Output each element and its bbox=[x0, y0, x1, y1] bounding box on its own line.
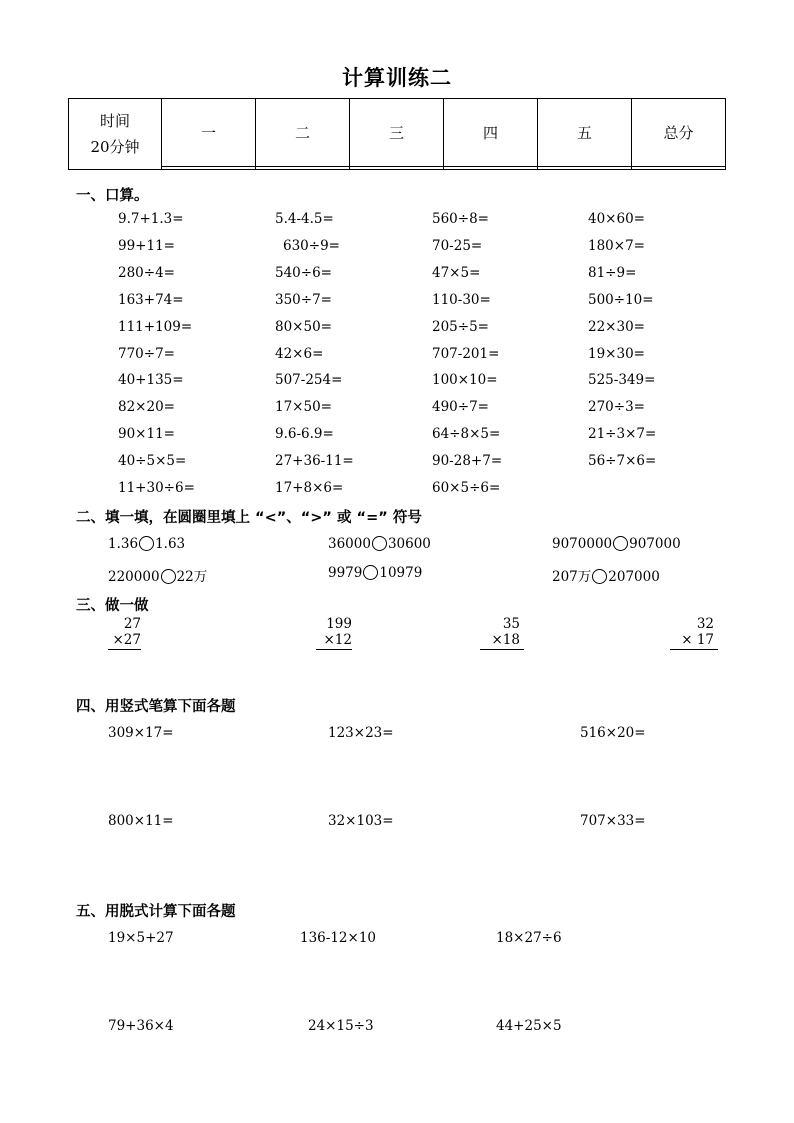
score-cell-5[interactable] bbox=[538, 166, 632, 169]
multiplier: ×12 bbox=[316, 632, 352, 650]
time-value: 20分钟 bbox=[90, 138, 140, 156]
oral-item: 270÷3= bbox=[588, 399, 645, 416]
score-table bbox=[68, 98, 726, 170]
section-2-heading: 二、填一填，在圆圈里填上 “<”、“>” 或 “=” 符号 bbox=[76, 510, 422, 526]
oral-item: 60×5÷6= bbox=[432, 480, 501, 496]
oral-item: 82×20= bbox=[118, 399, 175, 416]
compare-item bbox=[552, 536, 681, 552]
multiplicand: 32 bbox=[696, 616, 714, 632]
compare-item bbox=[552, 565, 660, 585]
oral-item: 17×50= bbox=[275, 399, 332, 416]
answer-circle[interactable] bbox=[139, 536, 154, 551]
oral-item: 17+8×6= bbox=[275, 480, 344, 496]
oral-item: 163+74= bbox=[118, 291, 184, 308]
answer-circle[interactable] bbox=[372, 536, 387, 551]
score-header-3: 三 bbox=[350, 99, 444, 167]
oral-item: 42×6= bbox=[275, 345, 324, 362]
oral-item: 56÷7×6= bbox=[588, 453, 657, 470]
stepwise-calc-item: 79+36×4 bbox=[108, 1018, 174, 1034]
vertical-problem bbox=[316, 616, 352, 650]
score-header-1: 一 bbox=[162, 99, 256, 167]
compare-left: 1.36 bbox=[108, 536, 139, 552]
oral-item: 350÷7= bbox=[275, 291, 332, 308]
compare-item bbox=[328, 565, 422, 581]
section-1-heading: 一、口算。 bbox=[76, 188, 149, 204]
answer-circle[interactable] bbox=[592, 569, 607, 584]
stepwise-calc-item: 24×15÷3 bbox=[308, 1018, 374, 1034]
stepwise-calc-item: 136-12×10 bbox=[300, 930, 376, 946]
compare-item bbox=[108, 536, 185, 552]
compare-right: 907000 bbox=[629, 536, 681, 552]
multiplier: ×18 bbox=[480, 632, 524, 650]
vertical-problem bbox=[480, 616, 524, 650]
page-title: 计算训练二 bbox=[342, 66, 452, 90]
oral-item: 280÷4= bbox=[118, 264, 175, 281]
compare-left: 9979 bbox=[328, 565, 363, 581]
compare-right: 30600 bbox=[387, 536, 431, 552]
vertical-problem bbox=[108, 616, 141, 650]
stepwise-calc-item: 44+25×5 bbox=[496, 1018, 562, 1034]
multiplier: ×27 bbox=[108, 632, 141, 650]
multiplier: × 17 bbox=[670, 632, 718, 650]
score-cell-4[interactable] bbox=[444, 166, 538, 169]
vertical-problem bbox=[670, 616, 718, 650]
oral-item: 11+30÷6= bbox=[118, 480, 195, 496]
oral-item: 560÷8= bbox=[432, 211, 489, 227]
oral-item: 99+11= bbox=[118, 237, 175, 254]
score-cell-1[interactable] bbox=[162, 166, 256, 169]
compare-left: 207万 bbox=[552, 569, 592, 585]
compare-left: 9070000 bbox=[552, 536, 613, 552]
oral-item: 27+36-11= bbox=[275, 453, 354, 470]
multiplicand: 35 bbox=[502, 616, 520, 632]
oral-item: 81÷9= bbox=[588, 264, 637, 281]
oral-item: 40÷5×5= bbox=[118, 453, 187, 470]
oral-item: 205÷5= bbox=[432, 318, 489, 335]
oral-item: 80×50= bbox=[275, 318, 332, 335]
oral-item: 525-349= bbox=[588, 372, 656, 389]
oral-item: 770÷7= bbox=[118, 345, 175, 362]
vertical-calc-item: 32×103= bbox=[328, 813, 394, 829]
oral-item: 70-25= bbox=[432, 237, 483, 254]
score-header-5: 五 bbox=[538, 99, 632, 167]
score-cell-total[interactable] bbox=[632, 166, 726, 169]
stepwise-calc-item: 19×5+27 bbox=[108, 930, 174, 946]
score-cell-2[interactable] bbox=[256, 166, 350, 169]
vertical-calc-item: 707×33= bbox=[580, 813, 646, 829]
score-header-2: 二 bbox=[256, 99, 350, 167]
oral-item: 9.7+1.3= bbox=[118, 211, 184, 227]
oral-item: 47×5= bbox=[432, 264, 481, 281]
section-5-heading: 五、用脱式计算下面各题 bbox=[76, 904, 236, 920]
vertical-calc-item: 309×17= bbox=[108, 725, 174, 741]
oral-item: 490÷7= bbox=[432, 399, 489, 416]
oral-item: 9.6-6.9= bbox=[275, 426, 334, 443]
score-header-total: 总分 bbox=[632, 99, 726, 167]
compare-left: 36000 bbox=[328, 536, 371, 552]
oral-item: 90×11= bbox=[118, 426, 175, 443]
oral-item: 630÷9= bbox=[283, 237, 340, 254]
oral-item: 19×30= bbox=[588, 345, 645, 362]
oral-item: 507-254= bbox=[275, 372, 343, 389]
oral-item: 540÷6= bbox=[275, 264, 332, 281]
oral-item: 40×60= bbox=[588, 211, 645, 227]
time-cell bbox=[69, 99, 162, 170]
compare-item bbox=[108, 565, 207, 585]
oral-item: 64÷8×5= bbox=[432, 426, 501, 443]
oral-item: 100×10= bbox=[432, 372, 498, 389]
multiplicand: 199 bbox=[326, 616, 352, 632]
oral-item: 40+135= bbox=[118, 372, 184, 389]
oral-item: 500÷10= bbox=[588, 291, 654, 308]
compare-right: 22万 bbox=[176, 569, 208, 585]
oral-item: 5.4-4.5= bbox=[275, 211, 334, 227]
oral-item: 90-28+7= bbox=[432, 453, 503, 470]
section-4-heading: 四、用竖式笔算下面各题 bbox=[76, 699, 236, 715]
oral-item: 180×7= bbox=[588, 237, 645, 254]
vertical-calc-item: 123×23= bbox=[328, 725, 394, 741]
answer-circle[interactable] bbox=[613, 536, 628, 551]
compare-right: 207000 bbox=[608, 569, 660, 585]
answer-circle[interactable] bbox=[161, 569, 176, 584]
multiplicand: 27 bbox=[123, 616, 141, 632]
compare-item bbox=[328, 536, 431, 552]
compare-right: 1.63 bbox=[155, 536, 186, 552]
oral-item: 22×30= bbox=[588, 318, 645, 335]
oral-item: 110-30= bbox=[432, 291, 491, 308]
score-cell-3[interactable] bbox=[350, 166, 444, 169]
stepwise-calc-item: 18×27÷6 bbox=[496, 930, 562, 946]
vertical-calc-item: 800×11= bbox=[108, 813, 174, 829]
oral-item: 707-201= bbox=[432, 345, 500, 362]
compare-right: 10979 bbox=[379, 565, 423, 581]
answer-circle[interactable] bbox=[363, 565, 378, 580]
compare-left: 220000 bbox=[108, 569, 160, 585]
score-header-4: 四 bbox=[444, 99, 538, 167]
time-label: 时间 bbox=[99, 112, 130, 130]
vertical-calc-item: 516×20= bbox=[580, 725, 646, 741]
section-3-heading: 三、做一做 bbox=[76, 598, 149, 614]
oral-item: 111+109= bbox=[118, 318, 193, 335]
oral-item: 21÷3×7= bbox=[588, 426, 657, 443]
